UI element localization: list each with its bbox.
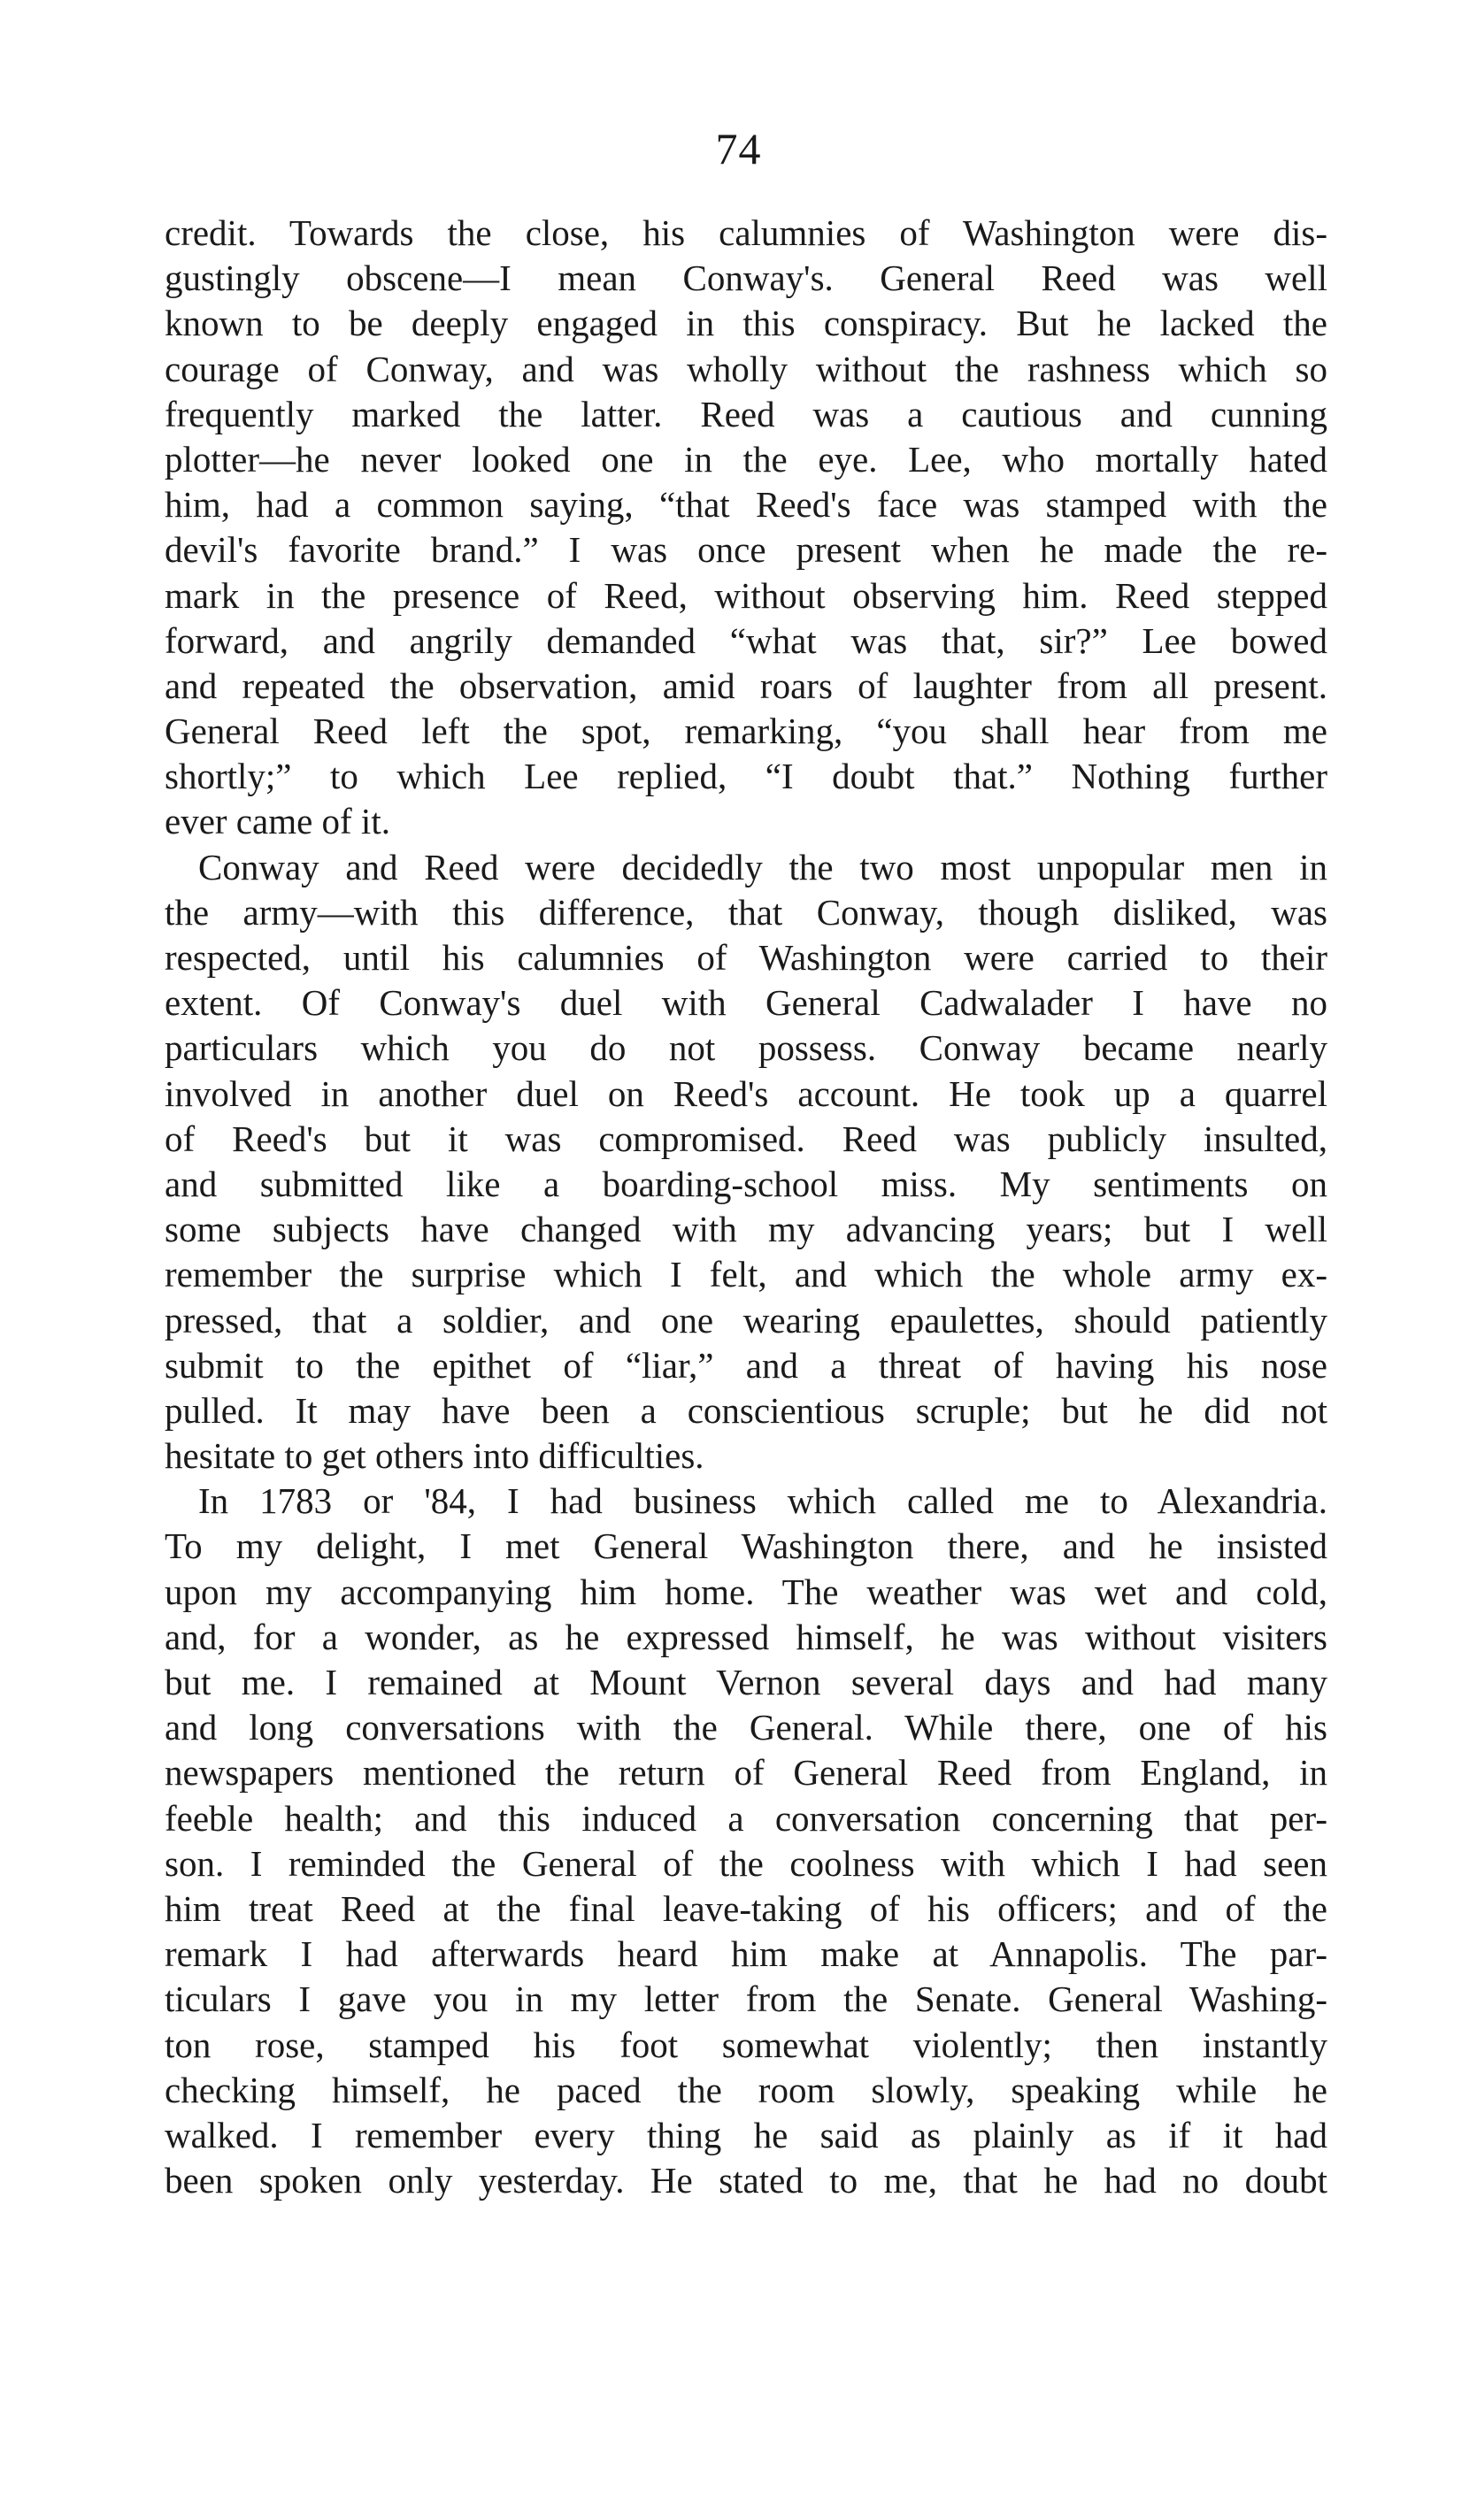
text-line: Conway and Reed were decidedly the two most unpopular men in	[198, 846, 1327, 887]
page-number: 74	[715, 124, 762, 173]
text-line: respected, until his calumnies of Washington were carried to their	[165, 937, 1327, 978]
text-line: To my delight, I met General Washington there, and he insisted	[165, 1525, 1327, 1567]
text-line: plotter—he never looked one in the eye. Lee, who mortally hated	[165, 438, 1327, 480]
text-line: extent. Of Conway's duel with General Cadwalader I have no	[165, 982, 1327, 1024]
text-line: and, for a wonder, as he expressed himself, he was without visiters	[165, 1616, 1327, 1657]
text-line: the army—with this difference, that Conway, though disliked, was	[165, 891, 1327, 933]
body-text	[165, 211, 1327, 2203]
text-line: son. I reminded the General of the coolness with which I had seen	[165, 1842, 1327, 1884]
text-line: courage of Conway, and was wholly without the rashness which so	[165, 348, 1327, 389]
text-line: and submitted like a boarding-school miss. My sentiments on	[165, 1163, 1327, 1204]
text-line: shortly;” to which Lee replied, “I doubt that.” Nothing further	[165, 756, 1327, 797]
text-line: remember the surprise which I felt, and which the whole army ex-	[165, 1254, 1327, 1295]
text-line: of Reed's but it was compromised. Reed was publicly insulted,	[165, 1118, 1327, 1159]
text-line: walked. I remember every thing he said as plainly as if it had	[165, 2114, 1327, 2155]
text-line: involved in another duel on Reed's account. He took up a quarrel	[165, 1072, 1327, 1114]
text-line: gustingly obscene—I mean Conway's. General Reed was well	[165, 257, 1327, 299]
text-line: newspapers mentioned the return of General Reed from England, in	[165, 1752, 1327, 1794]
text-line: feeble health; and this induced a conversation concerning that per-	[165, 1797, 1327, 1839]
text-line: hesitate to get others into difficulties.	[165, 1435, 704, 1477]
text-line: but me. I remained at Mount Vernon several days and had many	[165, 1662, 1327, 1702]
text-line: known to be deeply engaged in this conspiracy. But he lacked the	[165, 303, 1327, 344]
text-line: credit. Towards the close, his calumnies of Washington were dis-	[165, 212, 1327, 253]
text-line: him, had a common saying, “that Reed's face was stamped with the	[165, 484, 1327, 526]
text-line: In 1783 or '84, I had business which called me to Alexandria.	[198, 1480, 1327, 1522]
text-line: been spoken only yesterday. He stated to me, that he had no doubt	[165, 2160, 1327, 2201]
text-line: ton rose, stamped his foot somewhat violently; then instantly	[165, 2024, 1327, 2065]
text-line: him treat Reed at the final leave-taking of his officers; and of the	[165, 1887, 1327, 1929]
text-line: remark I had afterwards heard him make at Annapolis. The par-	[165, 1933, 1327, 1975]
text-line: some subjects have changed with my advancing years; but I well	[165, 1209, 1327, 1250]
text-line: devil's favorite brand.” I was once present when he made the re-	[165, 529, 1327, 571]
text-line: and repeated the observation, amid roars of laughter from all present.	[165, 665, 1327, 706]
text-line: pressed, that a soldier, and one wearing epaulettes, should patiently	[165, 1299, 1327, 1341]
text-line: forward, and angrily demanded “what was that, sir?” Lee bowed	[165, 619, 1327, 661]
text-line: General Reed left the spot, remarking, “you shall hear from me	[165, 711, 1327, 752]
text-line: ticulars I gave you in my letter from the Senate. General Washing-	[165, 1978, 1327, 2020]
text-line: frequently marked the latter. Reed was a cautious and cunning	[165, 393, 1327, 434]
text-line: ever came of it.	[165, 801, 390, 842]
text-line: upon my accompanying him home. The weather was wet and cold,	[165, 1571, 1327, 1612]
text-line: and long conversations with the General. While there, one of his	[165, 1707, 1327, 1748]
text-line: submit to the epithet of “liar,” and a threat of having his nose	[165, 1344, 1327, 1386]
text-line: particulars which you do not possess. Conway became nearly	[165, 1027, 1327, 1069]
text-line: checking himself, he paced the room slowly, speaking while he	[165, 2069, 1327, 2110]
text-line: pulled. It may have been a conscientious scruple; but he did not	[165, 1389, 1327, 1431]
text-line: mark in the presence of Reed, without observing him. Reed stepped	[165, 574, 1327, 616]
